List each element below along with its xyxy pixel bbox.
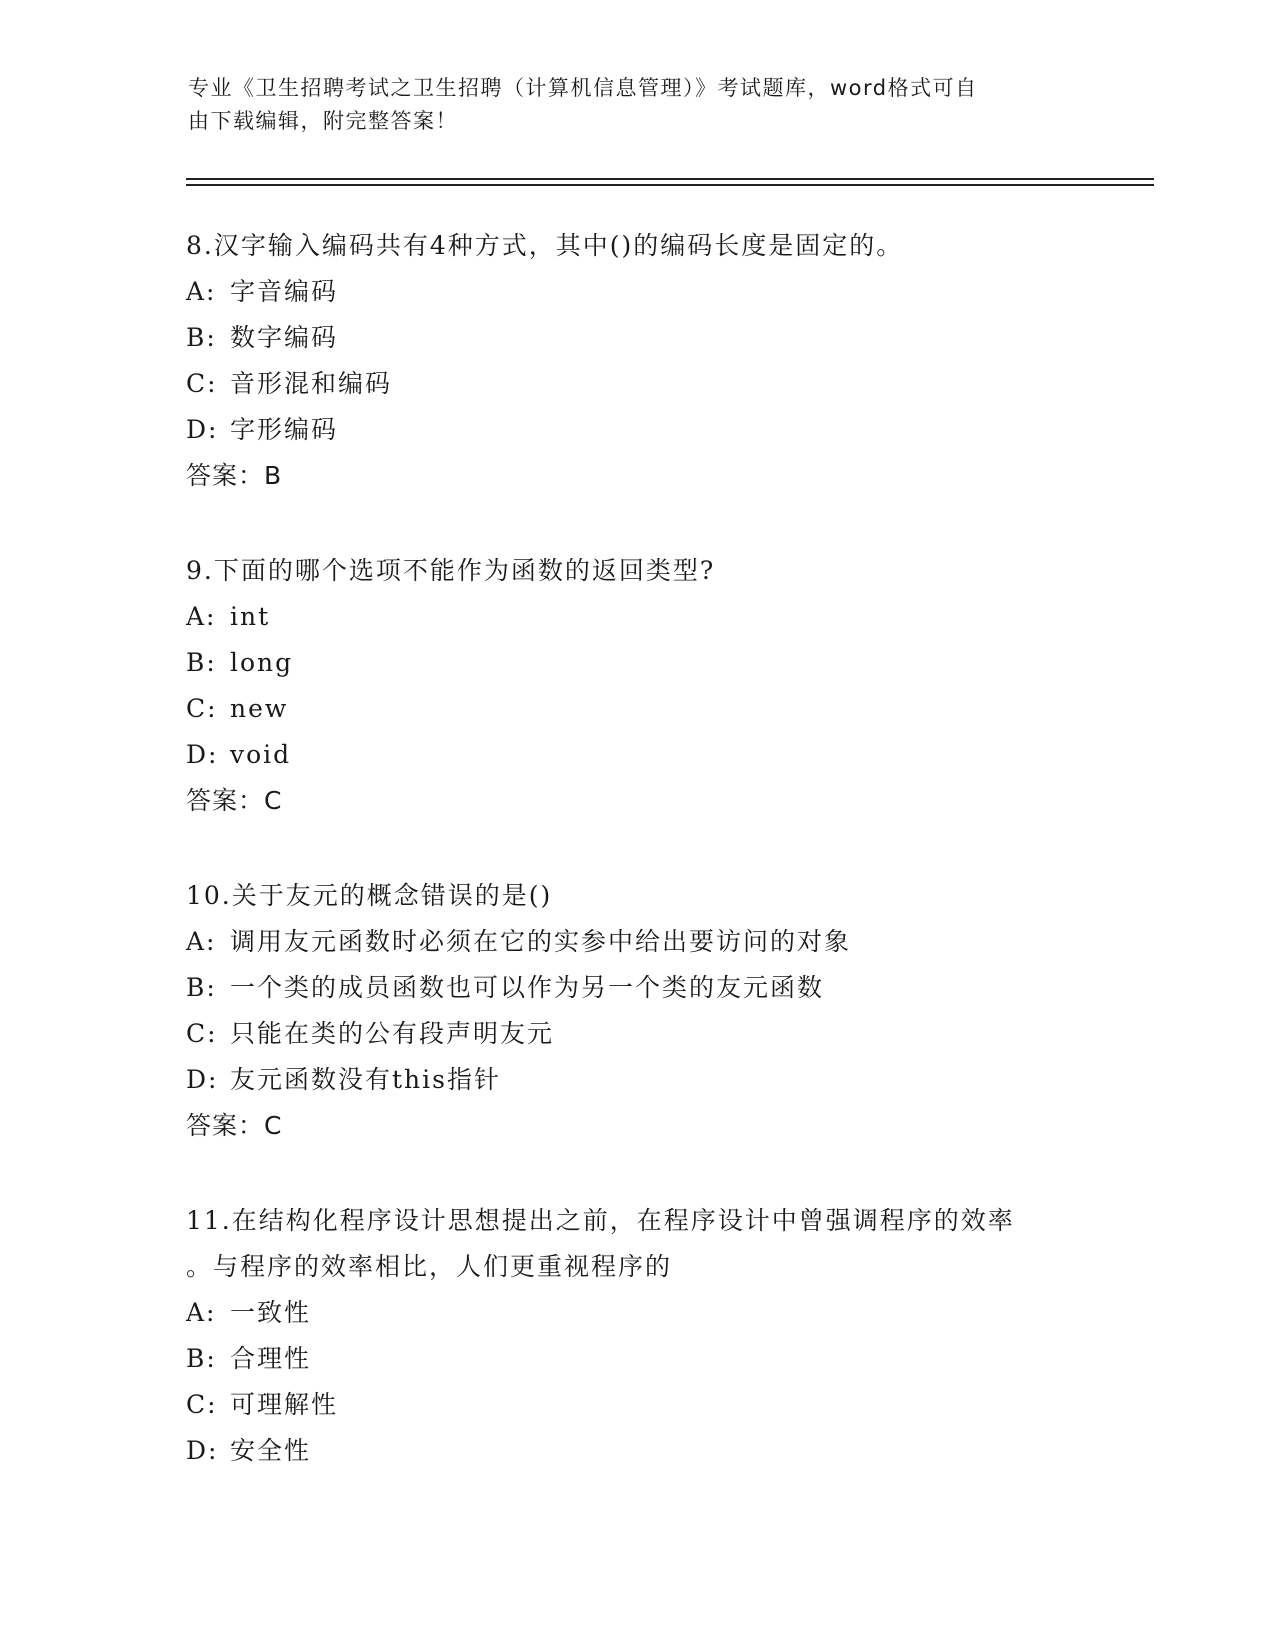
header-line-1: 专业《卫生招聘考试之卫生招聘（计算机信息管理）》考试题库，word格式可自 — [188, 76, 978, 100]
option-letter: A: — [186, 602, 217, 631]
option-text: 一个类的成员函数也可以作为另一个类的友元函数 — [230, 973, 825, 1002]
option-letter: C: — [186, 369, 218, 398]
option-c — [186, 361, 1086, 407]
option-letter: B: — [186, 648, 217, 677]
header-divider-bottom — [186, 184, 1154, 186]
option-b — [186, 640, 1086, 686]
option-c — [186, 1011, 1086, 1057]
option-a — [186, 269, 1086, 315]
answer-line — [186, 778, 1086, 824]
option-text: 合理性 — [230, 1344, 312, 1373]
option-letter: C: — [186, 694, 218, 723]
option-text: 字形编码 — [230, 415, 339, 444]
header-line-2: 由下载编辑，附完整答案！ — [188, 109, 458, 133]
option-text: 数字编码 — [230, 323, 339, 352]
option-d — [186, 407, 1086, 453]
header-divider-top — [186, 178, 1154, 180]
question-8 — [186, 223, 1086, 499]
answer-label: 答案： — [186, 461, 265, 490]
option-text: 字音编码 — [230, 277, 339, 306]
option-b — [186, 1336, 1086, 1382]
question-stem: 9.下面的哪个选项不能作为函数的返回类型? — [186, 556, 716, 585]
option-letter: B: — [186, 323, 217, 352]
option-d — [186, 1428, 1086, 1474]
option-text: 可理解性 — [230, 1390, 339, 1419]
option-d — [186, 732, 1086, 778]
option-a — [186, 919, 1086, 965]
question-stem: 10.关于友元的概念错误的是() — [186, 881, 553, 910]
option-b — [186, 965, 1086, 1011]
option-letter: C: — [186, 1019, 218, 1048]
option-letter: D: — [186, 1436, 219, 1465]
answer-value: B — [264, 461, 283, 490]
question-10 — [186, 873, 1086, 1149]
option-text: 只能在类的公有段声明友元 — [230, 1019, 555, 1048]
option-text: void — [230, 740, 292, 769]
option-letter: D: — [186, 1065, 219, 1094]
option-letter: A: — [186, 1298, 217, 1327]
option-text: 友元函数没有this指针 — [230, 1065, 501, 1094]
option-text: long — [230, 648, 294, 677]
question-stem: 11.在结构化程序设计思想提出之前，在程序设计中曾强调程序的效率 — [186, 1206, 1015, 1235]
option-letter: B: — [186, 1344, 217, 1373]
option-text: int — [230, 602, 271, 631]
option-c — [186, 686, 1086, 732]
option-a — [186, 594, 1086, 640]
option-letter: C: — [186, 1390, 218, 1419]
answer-label: 答案： — [186, 1111, 265, 1140]
option-letter: D: — [186, 415, 219, 444]
question-stem: 8.汉字输入编码共有4种方式，其中()的编码长度是固定的。 — [186, 231, 904, 260]
option-letter: A: — [186, 277, 217, 306]
option-letter: B: — [186, 973, 217, 1002]
option-d — [186, 1057, 1086, 1103]
option-b — [186, 315, 1086, 361]
option-text: 音形混和编码 — [230, 369, 393, 398]
option-text: 一致性 — [230, 1298, 312, 1327]
question-stem-continued: 。与程序的效率相比，人们更重视程序的 — [186, 1252, 673, 1281]
option-c — [186, 1382, 1086, 1428]
option-text: new — [230, 694, 289, 723]
question-11 — [186, 1198, 1086, 1474]
option-letter: D: — [186, 740, 219, 769]
option-text: 安全性 — [230, 1436, 312, 1465]
answer-line — [186, 453, 1086, 499]
document-header — [188, 72, 1068, 138]
answer-line — [186, 1103, 1086, 1149]
answer-value: C — [264, 1111, 283, 1140]
answer-label: 答案： — [186, 786, 265, 815]
answer-value: C — [264, 786, 283, 815]
option-letter: A: — [186, 927, 217, 956]
option-a — [186, 1290, 1086, 1336]
option-text: 调用友元函数时必须在它的实参中给出要访问的对象 — [230, 927, 852, 956]
question-9 — [186, 548, 1086, 824]
